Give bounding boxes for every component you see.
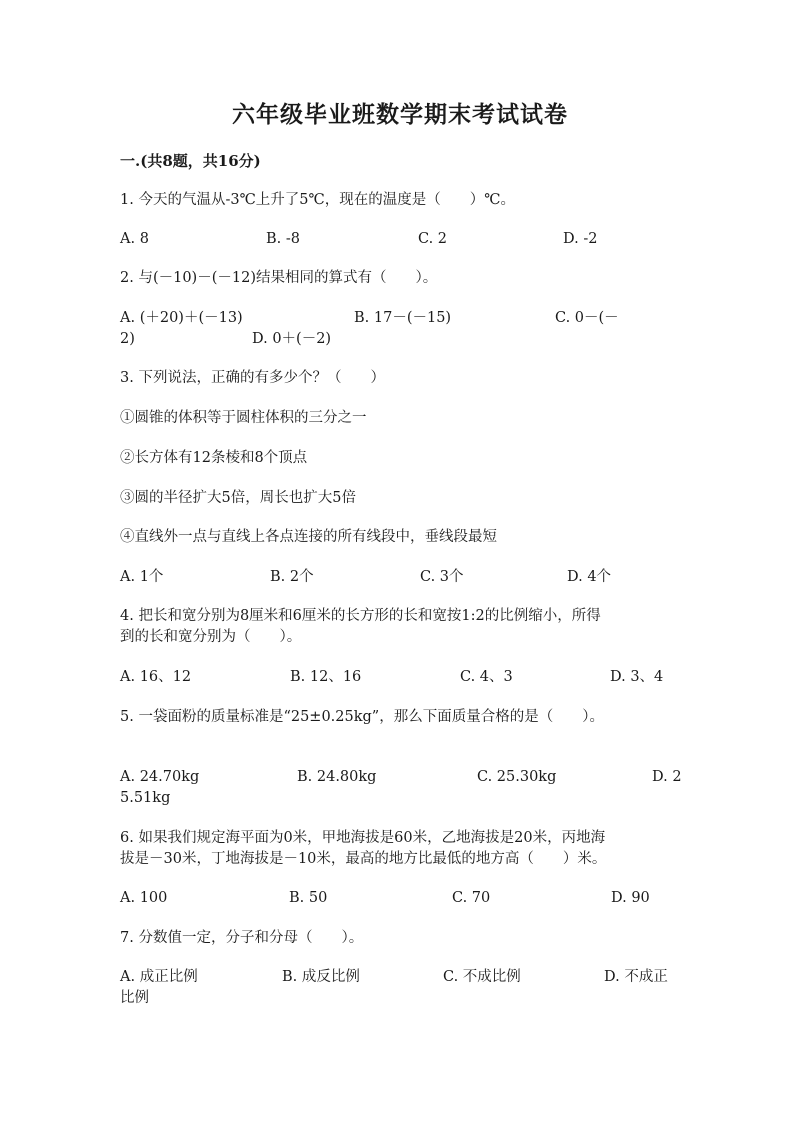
question-2-stem: 2. 与(－10)－(－12)结果相同的算式有（ ）。 — [120, 270, 438, 286]
question-7-option-d-wrap: 比例 — [120, 990, 149, 1006]
question-7-option-b: B. 成反比例 — [282, 969, 360, 985]
question-3-stem: 3. 下列说法，正确的有多少个？（ ） — [120, 370, 385, 386]
question-5-option-d: D. 2 — [652, 769, 682, 785]
question-4-option-c: C. 4、3 — [460, 669, 513, 685]
question-4-stem: 4. 把长和宽分别为8厘米和6厘米的长方形的长和宽按1:2的比例缩小，所得 — [120, 608, 601, 624]
question-7-option-c: C. 不成比例 — [443, 969, 521, 985]
question-6-stem-wrap: 拔是－30米，丁地海拔是－10米，最高的地方比最低的地方高（ ）米。 — [120, 851, 607, 867]
question-2-option-c-wrap: 2) — [120, 331, 135, 347]
question-3-option-d: D. 4个 — [567, 569, 612, 585]
question-1-option-a: A. 8 — [120, 231, 149, 247]
question-7-option-d: D. 不成正 — [604, 969, 668, 985]
question-1-option-d: D. -2 — [563, 231, 598, 247]
question-5-option-d-wrap: 5.51kg — [120, 790, 171, 806]
question-3-statement-4: ④直线外一点与直线上各点连接的所有线段中，垂线段最短 — [120, 529, 497, 545]
question-5-stem: 5. 一袋面粉的质量标准是“25±0.25kg”，那么下面质量合格的是（ ）。 — [120, 709, 604, 725]
question-3-option-b: B. 2个 — [270, 569, 314, 585]
question-5-option-a: A. 24.70kg — [120, 769, 200, 785]
question-2-option-c: C. 0－(－ — [555, 310, 619, 326]
question-4-stem-wrap: 到的长和宽分别为（ ）。 — [120, 629, 302, 645]
question-3-option-a: A. 1个 — [120, 569, 164, 585]
page-title: 六年级毕业班数学期末考试试卷 — [232, 101, 568, 128]
section-heading: 一.(共8题，共16分) — [120, 152, 261, 170]
question-2-option-b: B. 17－(－15) — [354, 310, 452, 326]
question-3-statement-3: ③圆的半径扩大5倍，周长也扩大5倍 — [120, 490, 356, 506]
question-4-option-d: D. 3、4 — [610, 669, 664, 685]
question-1-stem: 1. 今天的气温从-3℃上升了5℃，现在的温度是（ ）℃。 — [120, 192, 515, 208]
question-6-option-a: A. 100 — [120, 890, 168, 906]
question-7-option-a: A. 成正比例 — [120, 969, 198, 985]
question-3-statement-1: ①圆锥的体积等于圆柱体积的三分之一 — [120, 410, 367, 426]
question-5-option-b: B. 24.80kg — [297, 769, 377, 785]
question-6-option-d: D. 90 — [611, 890, 650, 906]
question-6-stem: 6. 如果我们规定海平面为0米，甲地海拔是60米，乙地海拔是20米，丙地海 — [120, 830, 606, 846]
question-4-option-a: A. 16、12 — [120, 669, 192, 685]
question-1-option-c: C. 2 — [418, 231, 448, 247]
question-5-option-c: C. 25.30kg — [477, 769, 557, 785]
question-4-option-b: B. 12、16 — [290, 669, 362, 685]
question-1-option-b: B. -8 — [266, 231, 300, 247]
question-7-stem: 7. 分数值一定，分子和分母（ ）。 — [120, 930, 364, 946]
question-3-option-c: C. 3个 — [420, 569, 464, 585]
question-6-option-b: B. 50 — [289, 890, 328, 906]
question-3-statement-2: ②长方体有12条棱和8个顶点 — [120, 450, 308, 466]
question-6-option-c: C. 70 — [452, 890, 491, 906]
question-2-option-a: A. (＋20)＋(－13) — [120, 310, 243, 326]
question-2-option-d: D. 0＋(－2) — [252, 331, 332, 347]
